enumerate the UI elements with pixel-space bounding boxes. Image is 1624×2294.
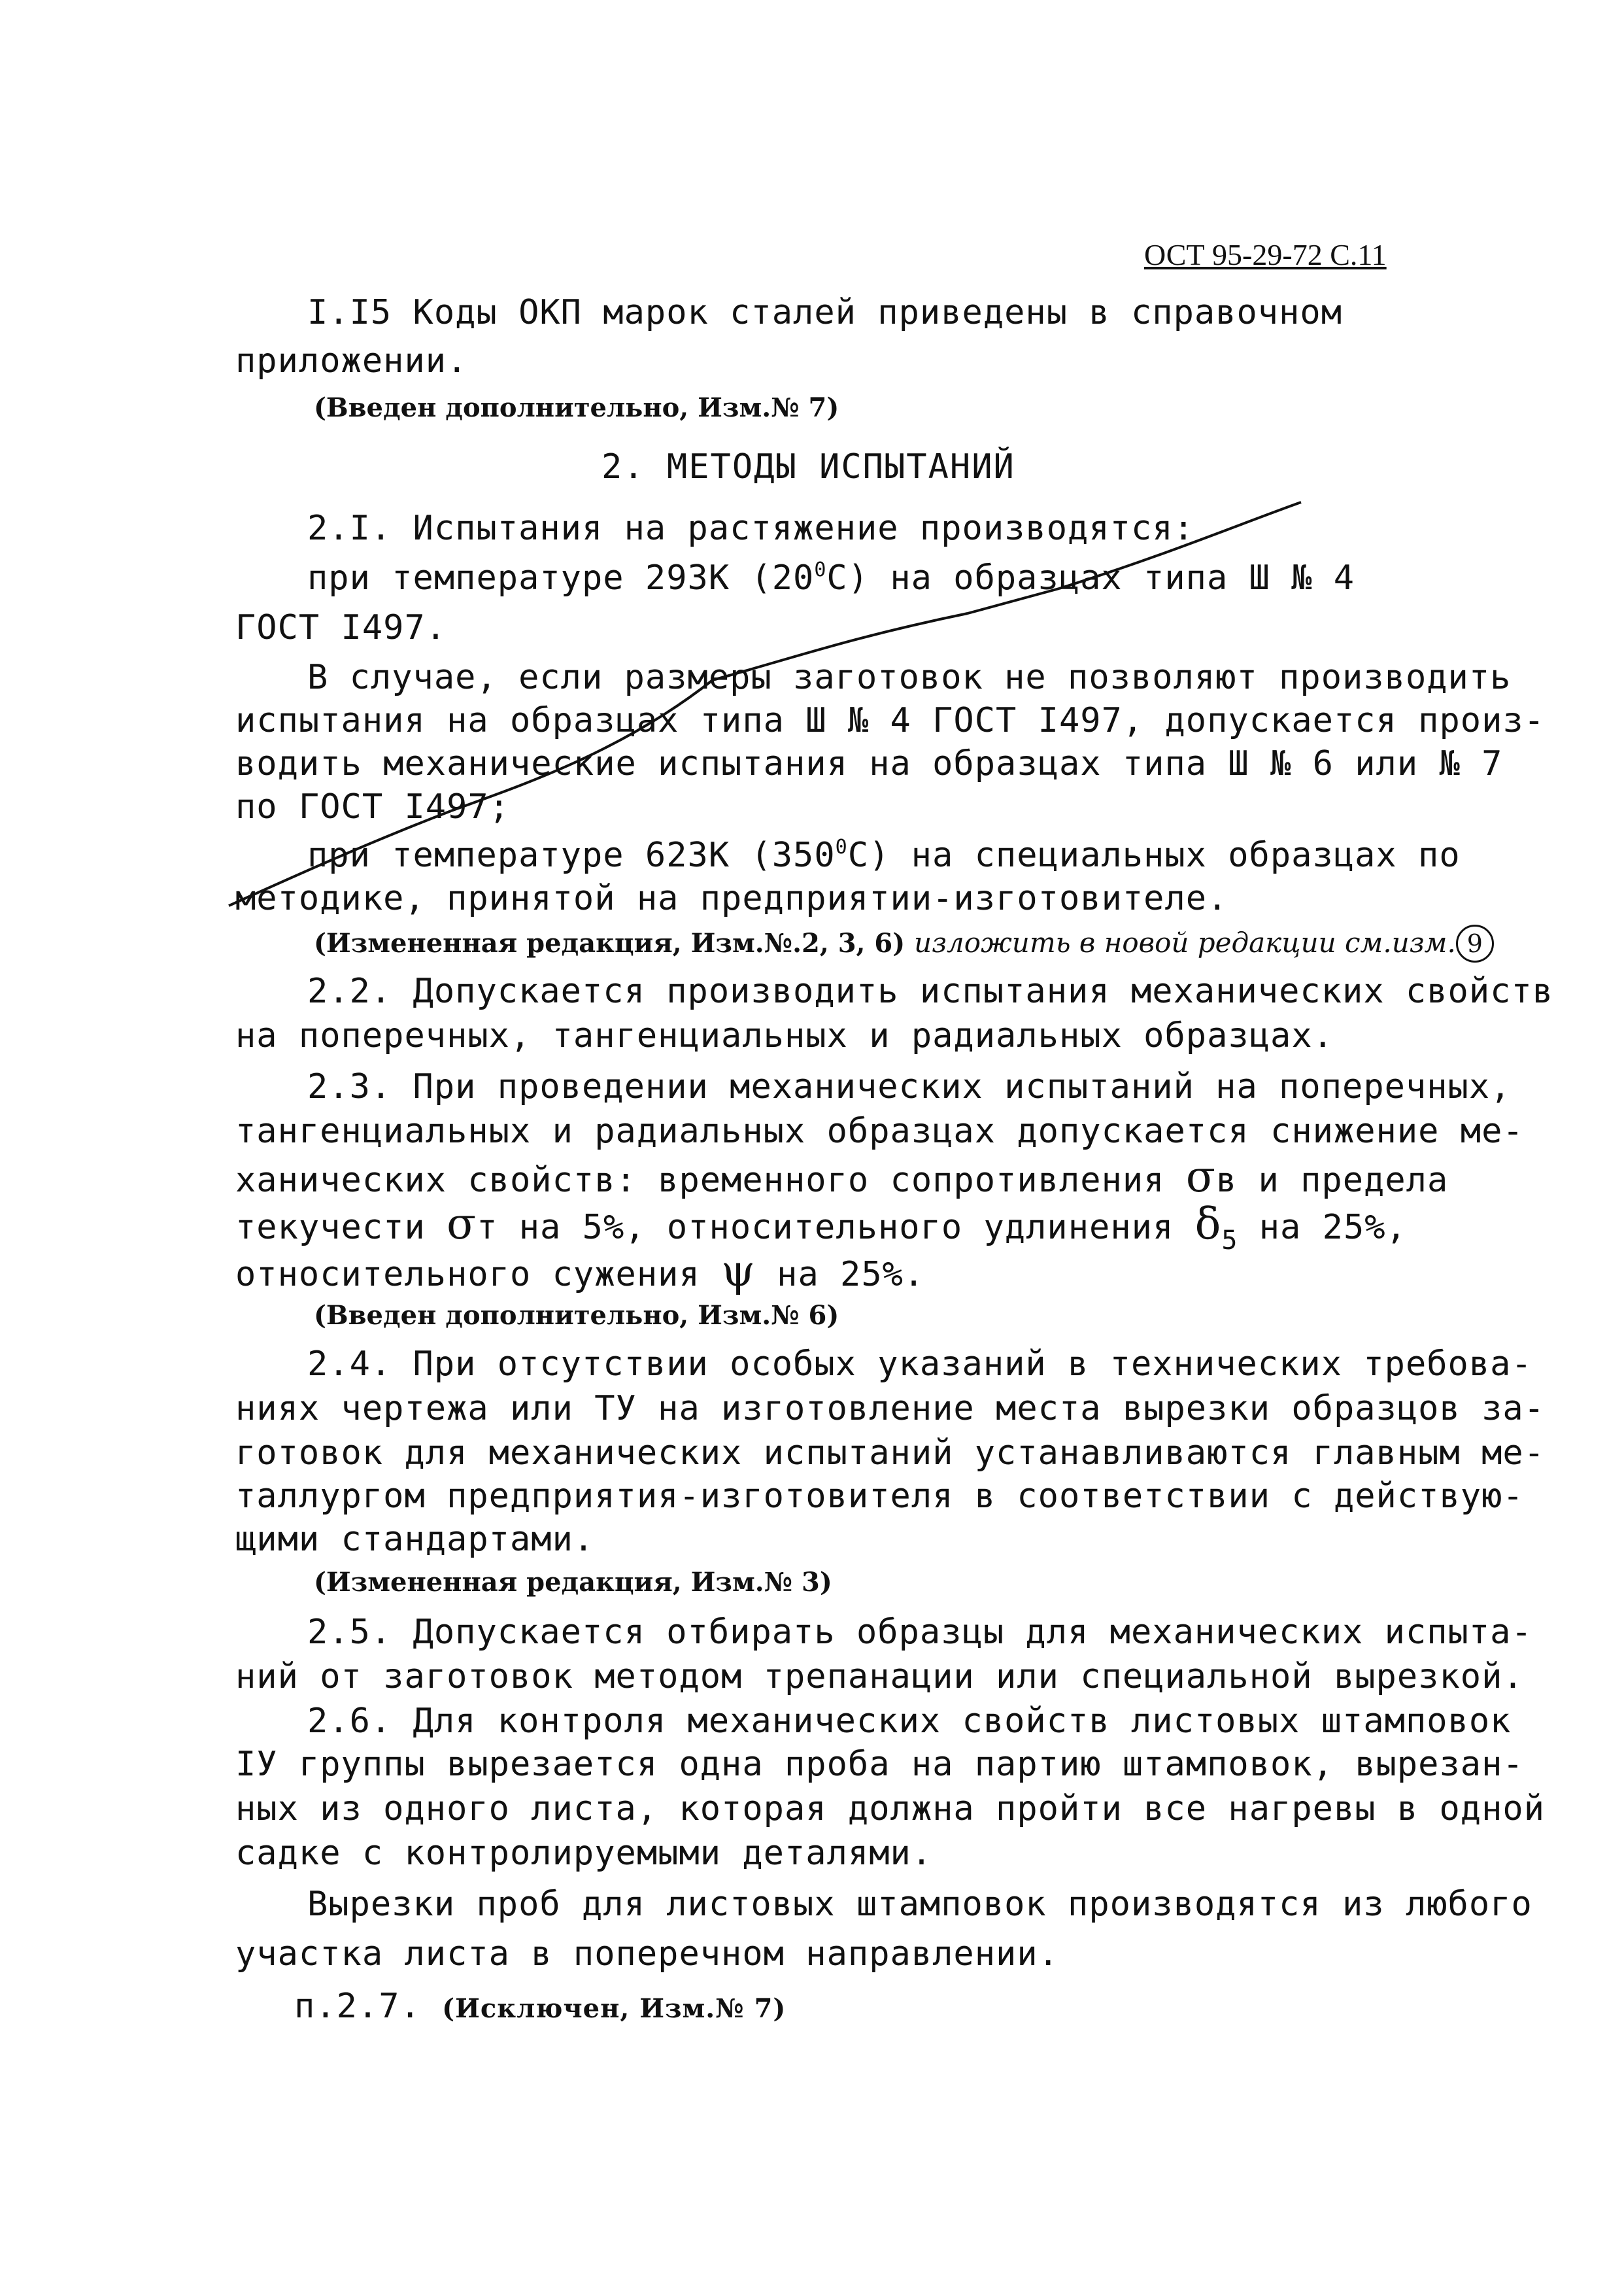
- text-fragment: в и предела: [1215, 1161, 1449, 1200]
- clause-2-3-line: 2.3. При проведении механических испытаний на поперечных,: [307, 1067, 1512, 1106]
- clause-1-15-line: приложении.: [235, 341, 468, 381]
- text-fragment: при температуре 293К (20: [307, 558, 815, 598]
- clause-2-6-line: участка листа в поперечном направлении.: [235, 1934, 1059, 1974]
- clause-2-1-line: испытания на образцах типа Ш № 4 ГОСТ I497, допускается произ-: [235, 701, 1546, 740]
- subscript-5: 5: [1221, 1225, 1238, 1256]
- clause-2-3-line: тангенциальных и радиальных образцах допускается снижение ме-: [235, 1112, 1524, 1151]
- clause-2-1-line: водить механические испытания на образцах типа Ш № 6 или № 7: [235, 744, 1503, 783]
- clause-2-5-line: ний от заготовок методом трепанации или специальной вырезкой.: [235, 1657, 1524, 1696]
- clause-2-1-line: ГОСТ I497.: [235, 608, 447, 647]
- clause-2-1-line: [307, 834, 1461, 876]
- clause-2-3-line: [235, 1152, 1449, 1202]
- delta-symbol: δ: [1194, 1199, 1222, 1249]
- clause-2-4-line: ниях чертежа или ТУ на изготовление места вырезки образцов за-: [235, 1389, 1546, 1428]
- amendment-note: [314, 925, 1494, 963]
- clause-2-1-line: [307, 557, 1355, 599]
- text-fragment: на 25%.: [777, 1255, 925, 1294]
- clause-2-6-line: садке с контролируемыми деталями.: [235, 1834, 933, 1873]
- clause-2-6-line: IУ группы вырезается одна проба на партию штамповок, вырезан-: [235, 1745, 1524, 1784]
- text-fragment: текучести: [235, 1208, 426, 1247]
- handwritten-annotation: изложить в новой редакции см.изм.: [914, 927, 1456, 959]
- clause-2-1-line: В случае, если размеры заготовок не позволяют производить: [307, 658, 1512, 697]
- text-fragment: т на 5%, относительного удлинения: [477, 1208, 1174, 1247]
- amendment-note: (Введен дополнительно, Изм.№ 6): [314, 1300, 839, 1331]
- sigma-symbol: σ: [447, 1199, 477, 1249]
- amendment-note: (Исключен, Изм.№ 7): [442, 1993, 787, 2024]
- clause-2-6-line: ных из одного листа, которая должна пройти все нагревы в одной: [235, 1789, 1546, 1828]
- clause-2-2-line: 2.2. Допускается производить испытания механических свойств: [307, 972, 1554, 1011]
- text-fragment: С) на специальных образцах по: [847, 836, 1461, 875]
- degree-superscript: 0: [835, 836, 848, 859]
- section-heading: 2. МЕТОДЫ ИСПЫТАНИЙ: [601, 447, 1015, 487]
- text-fragment: на 25%,: [1259, 1208, 1407, 1247]
- amendment-note-text: (Измененная редакция, Изм.№.2, 3, 6): [314, 928, 905, 959]
- clause-2-6-line: 2.6. Для контроля механических свойств листовых штамповок: [307, 1702, 1512, 1741]
- clause-2-4-line: 2.4. При отсутствии особых указаний в технических требова-: [307, 1344, 1532, 1384]
- clause-2-6-line: Вырезки проб для листовых штамповок производятся из любого: [307, 1885, 1532, 1924]
- amendment-note: (Измененная редакция, Изм.№ 3): [314, 1567, 832, 1598]
- clause-2-4-line: готовок для механических испытаний устанавливаются главным ме-: [235, 1433, 1546, 1473]
- text-fragment: относительного сужения: [235, 1255, 700, 1294]
- clause-2-4-line: таллургом предприятия-изготовителя в соответствии с действую-: [235, 1477, 1524, 1516]
- clause-1-15-line: I.I5 Коды ОКП марок сталей приведены в справочном: [307, 293, 1343, 332]
- psi-symbol: ψ: [721, 1246, 756, 1296]
- clause-2-2-line: на поперечных, тангенциальных и радиальных образцах.: [235, 1016, 1334, 1055]
- text-fragment: С) на образцах типа Ш № 4: [826, 558, 1355, 598]
- document-reference: ОСТ 95-29-72 С.11: [1144, 238, 1387, 271]
- clause-2-3-line: [235, 1246, 925, 1296]
- clause-2-7-line: [294, 1985, 786, 2027]
- clause-2-1-line: по ГОСТ I497;: [235, 787, 510, 827]
- text-fragment: при температуре 623К (350: [307, 836, 836, 875]
- sigma-symbol: σ: [1185, 1152, 1216, 1202]
- clause-2-1-line: 2.I. Испытания на растяжение производятся:: [307, 509, 1194, 548]
- amendment-note: (Введен дополнительно, Изм.№ 7): [314, 392, 839, 423]
- degree-superscript: 0: [814, 558, 827, 581]
- clause-number: п.2.7.: [294, 1987, 421, 2026]
- clause-2-4-line: щими стандартами.: [235, 1520, 595, 1559]
- clause-2-1-line: методике, принятой на предприятии-изготовителе.: [235, 879, 1228, 918]
- clause-2-5-line: 2.5. Допускается отбирать образцы для механических испыта-: [307, 1613, 1532, 1652]
- circled-amendment-number: 9: [1456, 925, 1494, 963]
- text-fragment: ханических свойств: временного сопротивления: [235, 1161, 1165, 1200]
